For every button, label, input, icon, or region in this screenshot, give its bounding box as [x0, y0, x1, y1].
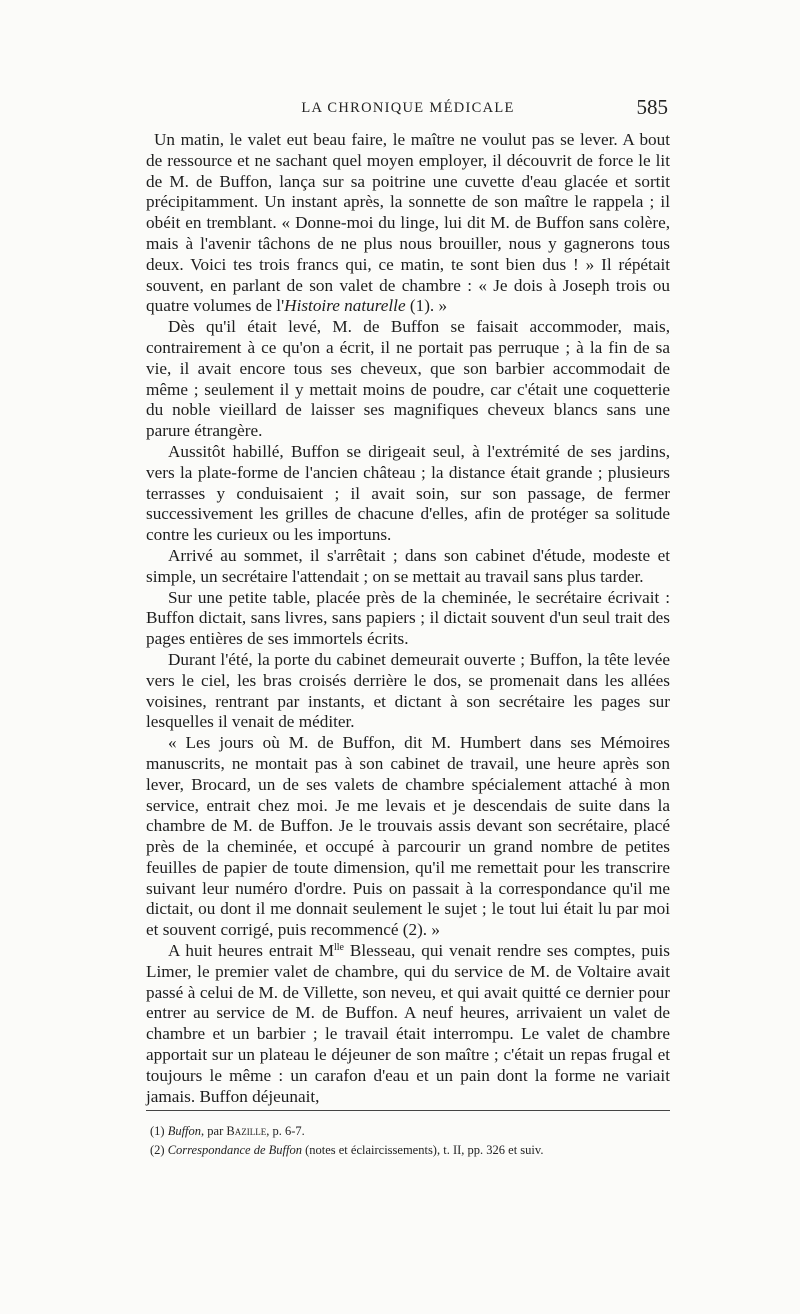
paragraph-5: Sur une petite table, placée près de la cheminée, le secrétaire écrivait : Buffon dictait, sans livres, sans papiers ; il dictait souvent d'un seul trait des pages entières de ses immortels écrits. [146, 587, 670, 649]
running-head [148, 95, 668, 130]
footnote-2-rest: (notes et éclaircissements), t. II, pp. 326 et suiv. [301, 1143, 544, 1157]
footnote-1-number: (1) [150, 1124, 165, 1138]
paragraph-3: Aussitôt habillé, Buffon se dirigeait seul, à l'extrémité de ses jardins, vers la plate-forme de l'ancien château ; la distance était grande ; plusieurs terrasses y conduisaient ; il avait soin, sur son passage, de fermer successivement les grilles de chacune d'elles, afin de protéger sa solitude contre les curieux ou les importuns. [146, 441, 670, 545]
footnote-1 [150, 1122, 670, 1141]
footnote-2-title: Correspondance de Buffon [167, 1143, 302, 1157]
superscript-lle: lle [333, 942, 344, 954]
footnote-rule [146, 1110, 670, 1111]
paragraph-8-lead: A huit heures entrait M [168, 941, 334, 961]
footnote-2 [150, 1141, 670, 1160]
book-title-histoire-naturelle: Histoire naturelle [284, 296, 406, 316]
footnote-2-number: (2) [150, 1143, 165, 1157]
page-number: 585 [636, 95, 668, 119]
paragraph-7: « Les jours où M. de Buffon, dit M. Humbert dans ses Mémoires manuscrits, ne montait pas à son cabinet de travail, une heure après son lever, Brocard, un de ses valets de chambre spécialement attaché à mon service, entrait chez moi. Je me levais et je descendais de suite dans la chambre de M. de Buffon. Je le trouvais assis devant son secrétaire, placé près de la cheminée, et occupé à parcourir un grand nombre de petites feuilles de papier de toute dimension, qu'il me remettait pour les transcrire suivant leur numéro d'ordre. Puis on passait à la correspondance qu'il me dictait, ou dont il me donnait seulement le sujet ; le tout lui était lu par moi et souvent corrigé, puis recommencé (2). » [146, 733, 670, 940]
paragraph-8 [146, 941, 670, 1107]
paragraph-1-text: Un matin, le valet eut beau faire, le maître ne voulut pas se lever. A bout de ressource et ne sachant quel moyen employer, il découvrit de force le lit de M. de Buffon, lança sur sa poitrine une cuvette d'eau glacée et sortit précipitamment. Un instant après, la sonnette de son maître le rappela ; il obéit en tremblant. « Donne-moi du linge, lui dit M. de Buffon sans colère, mais à l'avenir tâchons de ne plus nous brouiller, nous y gagnerons tous deux. Voici tes trois francs qui, ce matin, te sont bien dus ! » Il répétait souvent, en parlant de son valet de chambre : « Je dois à Joseph trois ou quatre volumes de l' [146, 130, 670, 316]
footnote-1-rest: , p. 6-7. [266, 1124, 305, 1138]
main-text [146, 130, 670, 1107]
footnote-1-author: Bazille [226, 1124, 267, 1138]
running-title: LA CHRONIQUE MÉDICALE [301, 100, 515, 116]
paragraph-6: Durant l'été, la porte du cabinet demeurait ouverte ; Buffon, la tête levée vers le ciel, les bras croisés derrière le dos, se promenait dans les allées voisines, rentrant par instants, et dictant à son secrétaire les pages sur lesquelles il venait de méditer. [146, 649, 670, 732]
paragraph-1-tail: (1). » [405, 296, 448, 316]
paragraph-1 [146, 130, 670, 317]
footnotes [150, 1122, 670, 1160]
footnote-1-by: , par [201, 1124, 227, 1138]
paragraph-8-text: Blesseau, qui venait rendre ses comptes, puis Limer, le premier valet de chambre, qui du service de M. de Voltaire avait passé à celui de M. de Villette, son neveu, et qui avait quitté ce dernier pour entrer au service de M. de Buffon. A neuf heures, arrivaient un valet de chambre et un barbier ; le travail était interrompu. Le valet de chambre apportait sur un plateau le déjeuner de son maître ; c'était un repas frugal et toujours le même : un carafon d'eau et un pain dont la forme ne variait jamais. Buffon déjeunait, [146, 941, 670, 1106]
paragraph-2: Dès qu'il était levé, M. de Buffon se faisait accommoder, mais, contrairement à ce qu'on a écrit, il ne portait pas perruque ; à la fin de sa vie, il avait encore tous ses cheveux, que son barbier accommodait de même ; seulement il y mettait moins de poudre, car c'était une coquetterie du noble vieillard de laisser ses magnifiques cheveux blancs sans une parure étrangère. [146, 317, 670, 441]
paragraph-4: Arrivé au sommet, il s'arrêtait ; dans son cabinet d'étude, modeste et simple, un secrétaire l'attendait ; on se mettait au travail sans plus tarder. [146, 545, 670, 586]
footnote-1-title: Buffon [167, 1124, 202, 1138]
